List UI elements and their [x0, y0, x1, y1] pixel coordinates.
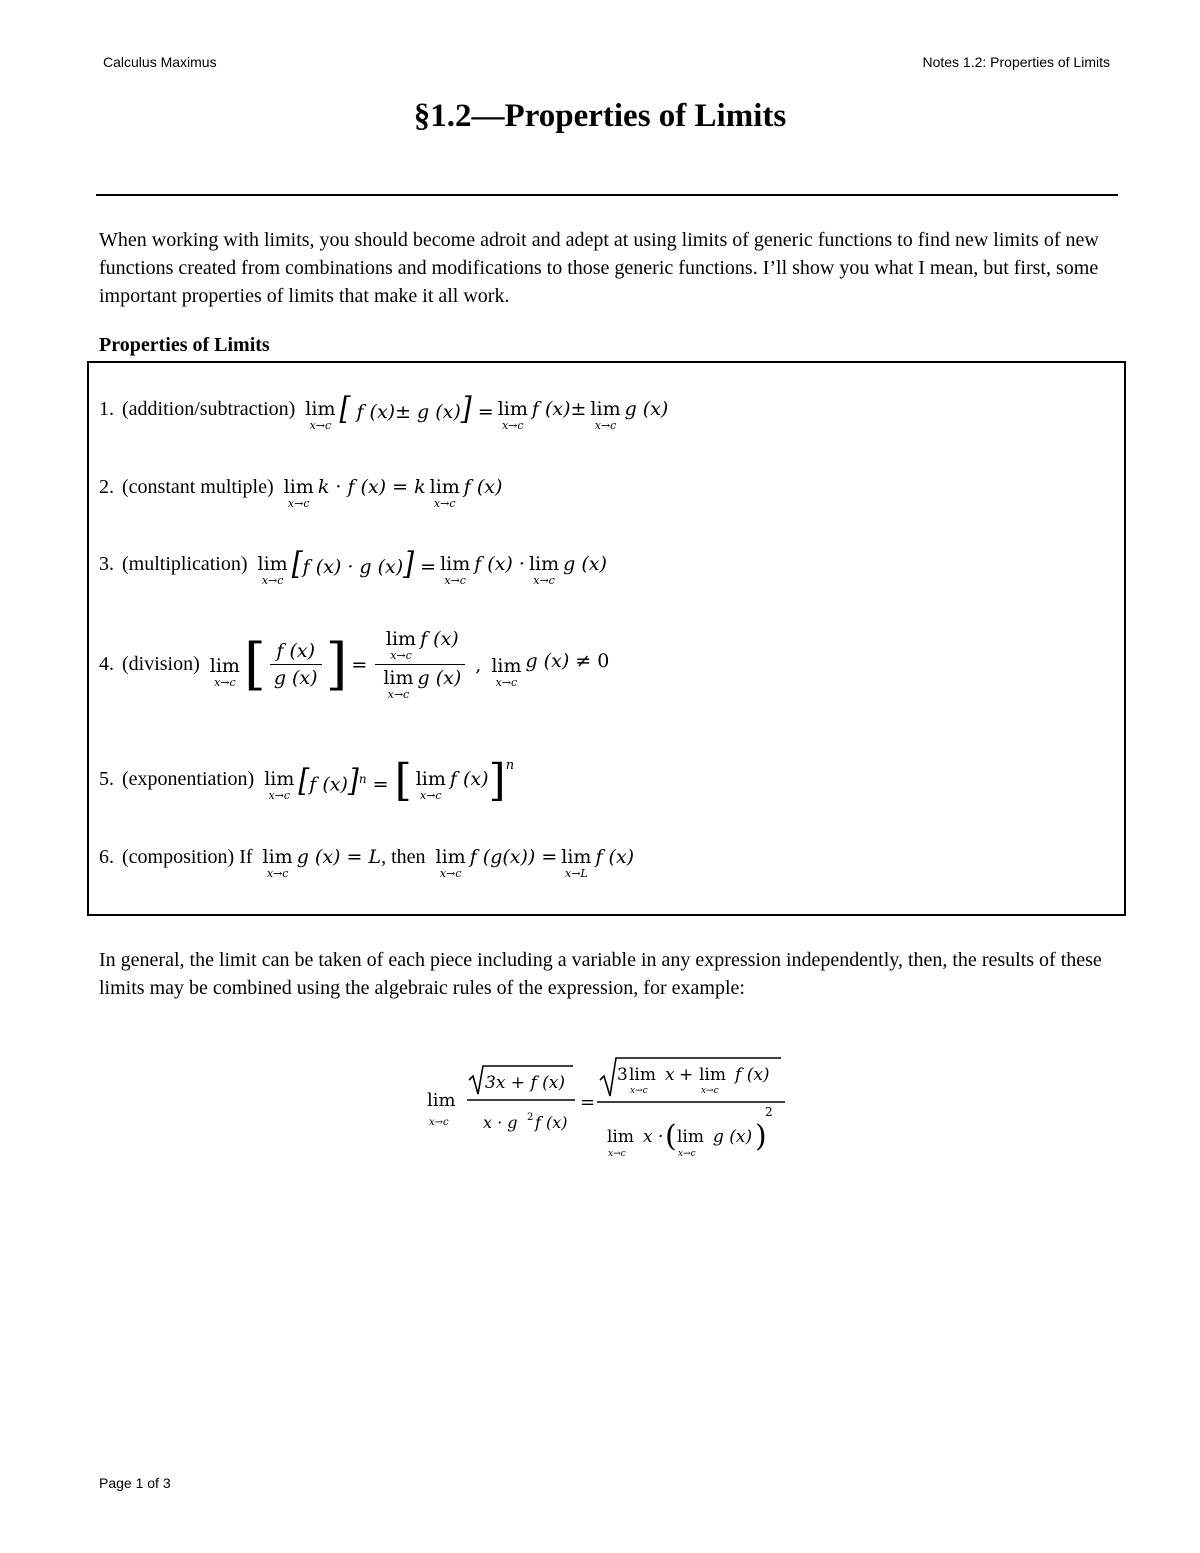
outro-paragraph: In general, the limit can be taken of each piece including a variable in any expression independently, then, the results of these limits may be combined using the algebraic rules of the expression, for example:	[99, 949, 1102, 999]
property-1: 1. (addition/subtraction) lim x→c [ f (x)± g (x)] = lim x→c f (x)± lim x→c g (x)	[99, 390, 669, 432]
property-number: 2.	[99, 476, 114, 498]
rhs-three: 3	[617, 1065, 628, 1085]
rhs-den-sub: x→c	[678, 1149, 696, 1159]
rhs-x: x	[665, 1065, 675, 1085]
property-label: (multiplication)	[122, 553, 248, 575]
formula-expression: [f (x)]$^n$ =	[298, 762, 389, 799]
property-number: 3.	[99, 553, 114, 575]
property-number: 6.	[99, 846, 114, 868]
formula-expression: g (x) = L	[296, 846, 382, 868]
limit-operator: lim x→c	[283, 476, 314, 510]
limit-operator: lim x→c	[257, 553, 288, 587]
rhs-lim: lim	[629, 1065, 656, 1085]
rhs-plus: +	[679, 1065, 694, 1085]
property-number: 5.	[99, 768, 114, 790]
formula-expression: [f (x) · g (x)] =	[291, 545, 437, 582]
section-heading: Properties of Limits	[99, 334, 270, 356]
rhs-den-x: x ·	[643, 1127, 664, 1147]
property-6: 6. (composition) If lim x→c g (x) = L , then lim x→c f (g(x)) = lim x→L f (x)	[99, 846, 635, 880]
property-number: 1.	[99, 398, 114, 420]
limit-operator: lim x→c	[528, 553, 560, 587]
property-label: (constant multiple)	[122, 476, 274, 498]
header-left: Calculus Maximus	[103, 54, 217, 70]
example-formula	[425, 1056, 845, 1166]
property-label: (exponentiation)	[122, 768, 255, 790]
formula-expression: [ f (x)± g (x)] =	[339, 390, 494, 427]
rhs-den-sub: x→c	[608, 1149, 626, 1159]
right-paren: )	[755, 1119, 767, 1154]
lhs-denominator-gx: f (x)	[535, 1113, 568, 1132]
property-5: 5. (exponentiation) lim x→c [f (x)]$^n$ = [ lim x→c f (x) ] n	[99, 755, 515, 806]
rhs-sub: x→c	[630, 1086, 648, 1096]
exponent: 2	[527, 1112, 534, 1123]
property-number: 4.	[99, 653, 114, 675]
limit-operator: lim x→c	[305, 398, 336, 432]
limit-operator: lim x→c	[497, 398, 528, 432]
property-label: (composition) If	[122, 846, 253, 868]
limit-operator: lim x→c	[440, 553, 471, 587]
limit-operator: lim x→c	[264, 768, 295, 802]
rhs-den-lim: lim	[607, 1127, 634, 1147]
rhs-fx: f (x)	[735, 1065, 770, 1085]
equals-sign: =	[580, 1092, 596, 1113]
property-4: 4. (division) lim x→c [ $\frac{f (x)}{g (x)}$ ] = lim x→c f (x) lim x→c g (x) , lim x→c g (x) ≠ 0	[99, 628, 610, 701]
header-right: Notes 1.2: Properties of Limits	[922, 54, 1110, 70]
limit-operator: lim x→c	[491, 654, 522, 689]
title-divider	[96, 194, 1118, 196]
limit-operator: lim x→c	[262, 846, 293, 880]
rhs-den-lim: lim	[677, 1127, 704, 1147]
lhs-numerator: 3x + f (x)	[485, 1073, 566, 1093]
exponent: 2	[765, 1105, 773, 1119]
page-footer: Page 1 of 3	[99, 1475, 171, 1491]
limit-operator: lim x→c	[209, 654, 240, 689]
limit-operator: lim x→c	[590, 398, 621, 432]
property-3: 3. (multiplication) lim x→c [f (x) · g (x)] = lim x→c f (x) · lim x→c g (x)	[99, 545, 607, 587]
limit-operator: lim x→c	[435, 846, 466, 880]
fraction-inner: $\frac{f (x)}{g (x)}$	[270, 640, 322, 689]
property-2: 2. (constant multiple) lim x→c k · f (x) = k lim x→c f (x)	[99, 476, 503, 510]
fraction-limits: lim x→c f (x) lim x→c g (x)	[375, 628, 465, 701]
rhs-den-gx: g (x)	[713, 1127, 753, 1147]
property-label: (addition/subtraction)	[122, 398, 296, 420]
rhs-lim: lim	[699, 1065, 726, 1085]
limit-operator: lim x→c	[415, 768, 446, 802]
property-label: (division)	[122, 653, 200, 675]
lhs-denominator: x · g	[483, 1113, 518, 1132]
limit-operator: lim x→L	[561, 846, 592, 880]
limit-word: lim	[427, 1090, 456, 1111]
rhs-sub: x→c	[701, 1086, 719, 1096]
intro-paragraph: When working with limits, you should become adroit and adept at using limits of generic functions to find new limits of new functions created from combinations and modifications to those generic functions. I’ll show you what I mean, but first, some important properties of limits that make it all work.	[99, 229, 1099, 307]
formula-expression: k · f (x) = k	[317, 476, 426, 498]
limit-subscript: x→c	[429, 1117, 449, 1128]
left-paren: (	[665, 1119, 677, 1154]
limit-operator: lim x→c	[429, 476, 460, 510]
page-title: §1.2—Properties of Limits	[413, 98, 787, 134]
